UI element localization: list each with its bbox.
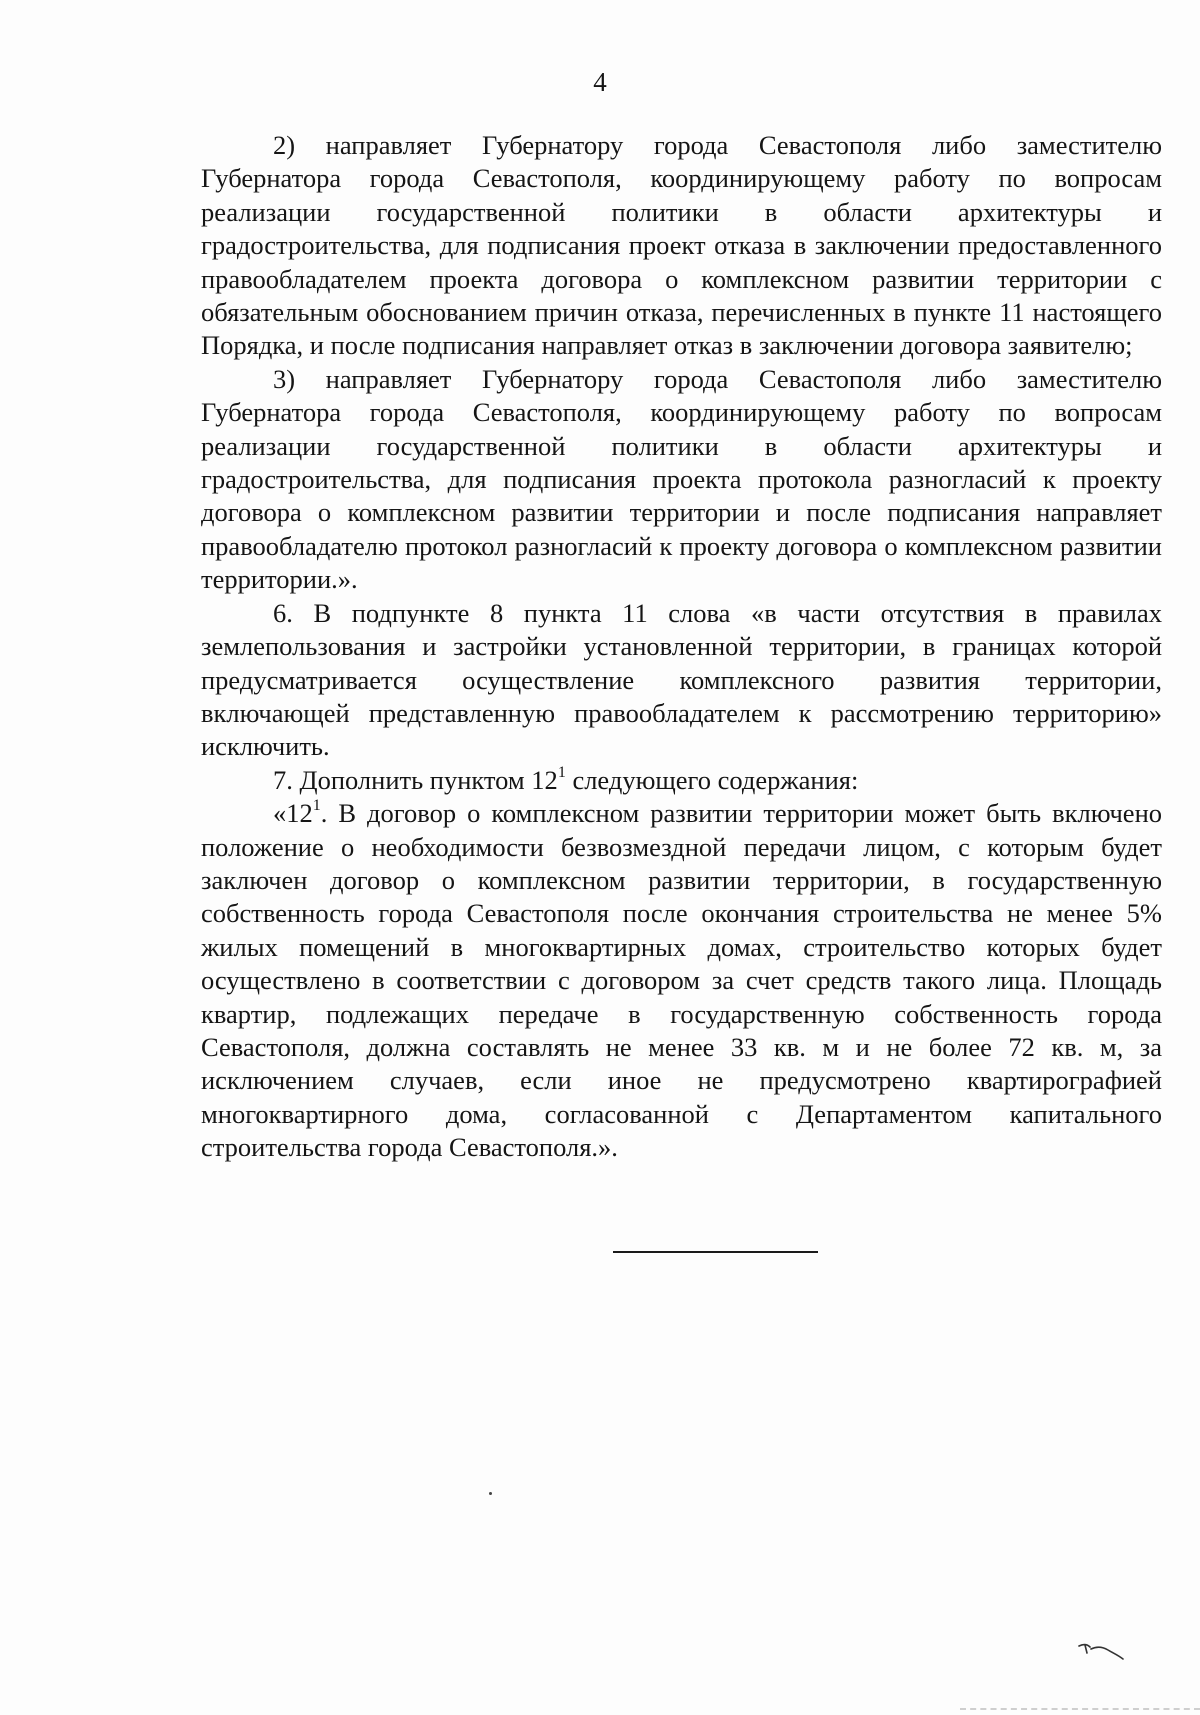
paragraph-point-7 — [201, 764, 1162, 797]
scan-edge-artifact — [960, 1708, 1200, 1710]
superscript-index: 1 — [312, 797, 321, 815]
paragraph-point-12-1-body: . В договор о комплексном развитии территории может быть включено положение о необходимости безвозмездной передачи лицом, с которым будет заключен договор о комплексном развитии территории, в государственную собственность города Севастополя после окончания строительства не менее 5% жилых помещений в многоквартирных домах, строительство которых будет осуществлено в соответствии с договором за счет средств такого лица. Площадь квартир, подлежащих передаче в государственную собственность города Севастополя, должна составлять не менее 33 кв. м и не более 72 кв. м, за исключением случаев, если иное не предусмотрено квартирографией многоквартирного дома, согласованной с Департаментом капитального строительства города Севастополя.». — [201, 798, 1162, 1163]
paragraph-point-6: 6. В подпункте 8 пункта 11 слова «в части отсутствия в правилах землепользования и застройки установленной территории, в границах которой предусматривается осуществление комплексного развития территории, включающей представленную правообладателем к рассмотрению территорию» исключить. — [201, 597, 1162, 762]
handwritten-initials-mark — [1077, 1640, 1125, 1662]
paragraph-point-7-tail: следующего содержания: — [565, 764, 859, 795]
paragraph-point-12-1-text: «12 — [273, 798, 313, 829]
scan-speck — [489, 1492, 492, 1495]
end-of-text-rule — [613, 1251, 818, 1253]
paragraph-item-3: 3) направляет Губернатору города Севастополя либо заместителю Губернатора города Севастополя, координирующему работу по вопросам реализации государственной политики в области архитектуры и градостроительства, для подписания проекта протокола разногласий к проекту договора о комплексном развитии территории и после подписания направляет правообладателю протокол разногласий к проекту договора о комплексном развитии территории.». — [201, 363, 1162, 595]
paragraph-item-2: 2) направляет Губернатору города Севастополя либо заместителю Губернатора города Севастополя, координирующему работу по вопросам реализации государственной политики в области архитектуры и градостроительства, для подписания проект отказа в заключении предоставленного правообладателем проекта договора о комплексном развитии территории с обязательным обоснованием причин отказа, перечисленных в пункте 11 настоящего Порядка, и после подписания направляет отказ в заключении договора заявителю; — [201, 130, 1162, 361]
paragraph-point-12-1 — [201, 797, 1162, 1164]
document-body — [201, 129, 1162, 1165]
superscript-index: 1 — [557, 763, 566, 781]
paragraph-point-7-text: 7. Дополнить пунктом 12 — [273, 764, 558, 795]
page-number: 4 — [593, 67, 607, 97]
